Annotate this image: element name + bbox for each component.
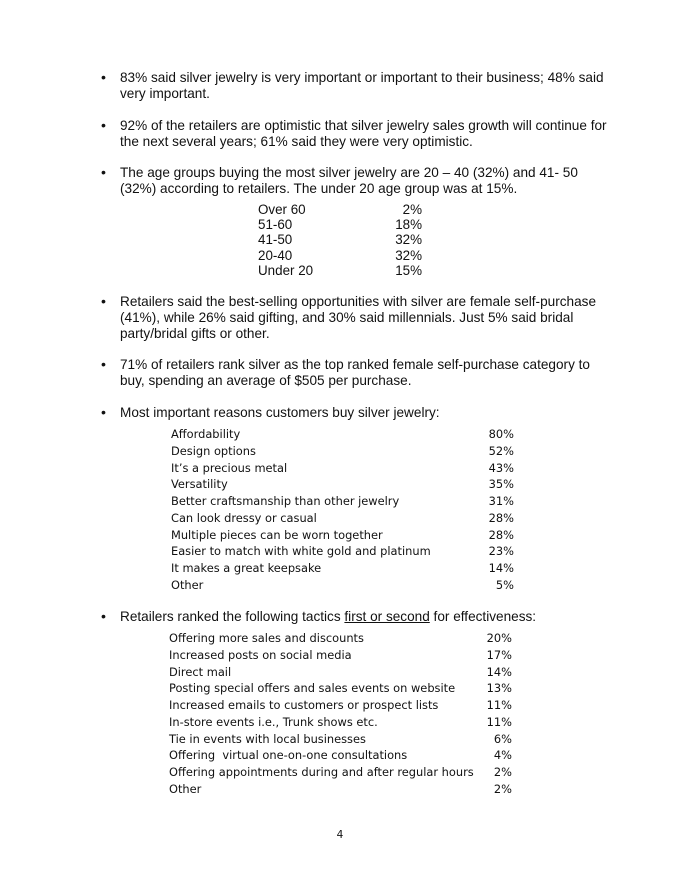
reason-value: 52% bbox=[488, 443, 514, 458]
bullet-text-start: Retailers ranked the following tactics bbox=[120, 609, 345, 624]
table-row bbox=[169, 664, 512, 681]
tactic-value: 11% bbox=[486, 714, 512, 729]
table-row bbox=[171, 443, 514, 460]
table-row bbox=[169, 747, 512, 764]
age-group-label: 20-40 bbox=[258, 247, 293, 263]
bullet-text: Most important reasons customers buy silver jewelry: bbox=[120, 405, 440, 420]
table-row bbox=[171, 527, 514, 544]
reason-label: Design options bbox=[171, 443, 256, 458]
table-row bbox=[169, 680, 512, 697]
table-row bbox=[171, 510, 514, 527]
table-row bbox=[171, 426, 514, 443]
table-row bbox=[171, 493, 514, 510]
table-row bbox=[258, 217, 422, 232]
age-group-value: 2% bbox=[402, 202, 422, 217]
bullet-text: Retailers said the best-selling opportunities with silver are female self-purchase (41%), while 26% said gifting, and 30% said millennials. Just 5% said bridal party/bridal gifts or other. bbox=[120, 294, 597, 341]
reason-value: 43% bbox=[488, 460, 514, 475]
age-group-value: 32% bbox=[395, 232, 422, 248]
tactic-label: Posting special offers and sales events on website bbox=[169, 681, 456, 696]
table-row bbox=[169, 630, 512, 647]
reason-label: Affordability bbox=[171, 427, 241, 441]
tactic-label: In-store events i.e., Trunk shows etc. bbox=[169, 714, 378, 729]
bullet-marker: • bbox=[101, 294, 106, 310]
age-group-label: Over 60 bbox=[258, 202, 306, 217]
age-group-label: 51-60 bbox=[258, 217, 293, 233]
bullet-marker: • bbox=[101, 405, 106, 421]
tactic-label: Other bbox=[169, 781, 202, 796]
bullet-text: 92% of the retailers are optimistic that silver jewelry sales growth will continue for the next several years; 61% said they were very optimistic. bbox=[120, 118, 607, 149]
reason-value: 35% bbox=[488, 477, 514, 492]
bullet-marker: • bbox=[101, 357, 106, 373]
table-row bbox=[258, 263, 422, 278]
bullet-text: 71% of retailers rank silver as the top ranked female self-purchase category to buy, spending an average of $505 per purchase. bbox=[120, 357, 590, 388]
reason-label: Better craftsmanship than other jewelry bbox=[171, 494, 400, 508]
reason-label: It’s a precious metal bbox=[171, 460, 288, 475]
tactic-label: Increased posts on social media bbox=[169, 647, 352, 662]
reason-label: Can look dressy or casual bbox=[171, 510, 317, 525]
tactic-label: Tie in events with local businesses bbox=[169, 731, 366, 746]
tactic-label: Direct mail bbox=[169, 664, 232, 679]
reason-value: 80% bbox=[488, 427, 514, 441]
tactic-label: Increased emails to customers or prospect lists bbox=[169, 698, 439, 712]
tactic-value: 14% bbox=[486, 664, 512, 679]
bullet-marker: • bbox=[101, 118, 106, 134]
reason-label: Multiple pieces can be worn together bbox=[171, 527, 383, 542]
age-group-label: 41-50 bbox=[258, 232, 293, 248]
reasons-table bbox=[171, 426, 514, 594]
table-row bbox=[169, 714, 512, 731]
tactic-value: 13% bbox=[486, 681, 512, 696]
reason-label: Other bbox=[171, 577, 204, 592]
page-number: 4 bbox=[336, 829, 344, 841]
tactic-label: Offering appointments during and after regular hours bbox=[169, 765, 474, 779]
bullet-text bbox=[120, 609, 610, 625]
age-group-value: 18% bbox=[395, 217, 422, 233]
reason-label: Versatility bbox=[171, 477, 228, 492]
reason-value: 23% bbox=[488, 544, 514, 559]
bullet-marker: • bbox=[101, 609, 106, 625]
reason-value: 28% bbox=[488, 510, 514, 525]
age-group-table bbox=[258, 202, 422, 278]
table-row bbox=[171, 577, 514, 594]
table-row bbox=[171, 543, 514, 560]
bullet-marker: • bbox=[101, 165, 106, 181]
bullet-text: 83% said silver jewelry is very important or important to their business; 48% said very important. bbox=[120, 70, 604, 101]
tactic-value: 2% bbox=[493, 765, 512, 779]
table-row bbox=[258, 248, 422, 263]
bullet-marker: • bbox=[101, 70, 106, 86]
table-row bbox=[169, 731, 512, 748]
tactic-value: 20% bbox=[486, 631, 512, 645]
reason-value: 31% bbox=[488, 494, 514, 508]
table-row bbox=[171, 476, 514, 493]
table-row bbox=[171, 560, 514, 577]
bullet-text-underlined: first or second bbox=[344, 609, 430, 624]
table-row bbox=[169, 781, 512, 798]
reason-value: 14% bbox=[488, 561, 514, 575]
bullet-text: The age groups buying the most silver jewelry are 20 – 40 (32%) and 41- 50 (32%) according to retailers. The under 20 age group was at 15%. bbox=[120, 165, 578, 196]
table-row bbox=[169, 697, 512, 714]
reason-label: It makes a great keepsake bbox=[171, 561, 322, 575]
table-row bbox=[258, 202, 422, 217]
table-row bbox=[169, 647, 512, 664]
tactic-value: 4% bbox=[493, 748, 512, 763]
bullet-text-end: for effectiveness: bbox=[429, 609, 537, 624]
reason-value: 5% bbox=[495, 577, 514, 592]
age-group-value: 32% bbox=[395, 247, 422, 263]
table-row bbox=[169, 764, 512, 781]
table-row bbox=[171, 460, 514, 477]
age-group-value: 15% bbox=[395, 262, 422, 278]
reason-label: Easier to match with white gold and platinum bbox=[171, 544, 431, 559]
tactic-label: Offering more sales and discounts bbox=[169, 631, 364, 645]
tactic-value: 2% bbox=[493, 781, 512, 796]
reason-value: 28% bbox=[488, 527, 514, 542]
tactic-value: 11% bbox=[486, 698, 512, 712]
tactics-table bbox=[169, 630, 512, 798]
tactic-value: 6% bbox=[493, 731, 512, 746]
age-group-label: Under 20 bbox=[258, 262, 314, 278]
tactic-value: 17% bbox=[486, 647, 512, 662]
tactic-label: Offering virtual one-on-one consultations bbox=[169, 748, 408, 763]
table-row bbox=[258, 232, 422, 247]
